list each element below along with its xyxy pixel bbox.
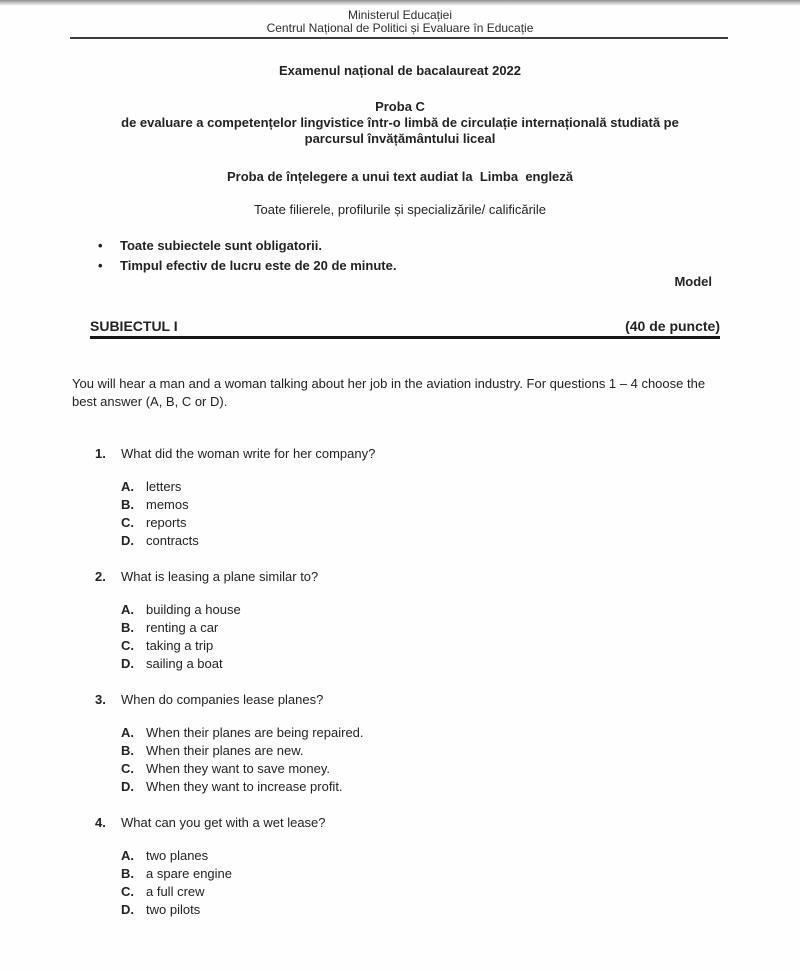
option-text: sailing a boat xyxy=(146,656,223,671)
instructions-list xyxy=(98,236,800,276)
option-letter: C. xyxy=(121,884,134,899)
bullet-icon: • xyxy=(98,258,103,273)
option-list xyxy=(121,724,800,796)
option-item xyxy=(121,742,800,760)
section-header xyxy=(90,318,720,339)
option-letter: B. xyxy=(121,743,134,758)
option-letter: C. xyxy=(121,638,134,653)
question-line xyxy=(95,691,800,709)
option-text: two pilots xyxy=(146,902,201,917)
question-text: What did the woman write for her company? xyxy=(121,446,376,461)
filiere-line: Toate filierele, profilurile și specializările/ calificările xyxy=(254,202,546,217)
question-text: When do companies lease planes? xyxy=(121,692,324,707)
question-number: 4. xyxy=(95,815,106,830)
section-title: SUBIECTUL I xyxy=(90,318,178,334)
option-letter: D. xyxy=(121,656,134,671)
bullet-icon: • xyxy=(98,238,103,253)
instruction-text: Toate subiectele sunt obligatorii. xyxy=(120,238,323,253)
question-line xyxy=(95,445,800,463)
scan-edge-shadow xyxy=(0,0,800,6)
option-letter: A. xyxy=(121,848,134,863)
option-text: memos xyxy=(146,497,189,512)
option-item xyxy=(121,847,800,865)
question-number: 3. xyxy=(95,692,106,707)
proba-block xyxy=(0,99,800,147)
question-text: What is leasing a plane similar to? xyxy=(121,569,319,584)
option-list xyxy=(121,601,800,673)
option-text: When their planes are being repaired. xyxy=(146,725,364,740)
option-letter: C. xyxy=(121,515,134,530)
option-item xyxy=(121,724,800,742)
option-letter: B. xyxy=(121,866,134,881)
option-text: a spare engine xyxy=(146,866,233,881)
proba-description-line2: parcursul învățământului liceal xyxy=(304,131,496,146)
question-item xyxy=(0,814,800,919)
question-item xyxy=(0,445,800,550)
test-language-line: Proba de înțelegere a unui text audiat la Limba engleză xyxy=(226,169,574,184)
document-header xyxy=(0,9,800,35)
option-text: When their planes are new. xyxy=(146,743,304,758)
option-item xyxy=(121,496,800,514)
question-number: 1. xyxy=(95,446,106,461)
option-item xyxy=(121,532,800,550)
option-letter: A. xyxy=(121,725,134,740)
option-item xyxy=(121,865,800,883)
option-text: renting a car xyxy=(146,620,219,635)
model-label: Model xyxy=(674,274,712,289)
option-item xyxy=(121,601,800,619)
option-letter: D. xyxy=(121,779,134,794)
option-item xyxy=(121,760,800,778)
ministry-name: Ministerul Educației xyxy=(347,8,453,22)
proba-label: Proba C xyxy=(375,99,425,114)
option-letter: B. xyxy=(121,620,134,635)
option-letter: D. xyxy=(121,533,134,548)
option-letter: B. xyxy=(121,497,134,512)
option-letter: A. xyxy=(121,479,134,494)
option-item xyxy=(121,901,800,919)
question-number: 2. xyxy=(95,569,106,584)
option-item xyxy=(121,478,800,496)
option-letter: C. xyxy=(121,761,134,776)
proba-description-line1: de evaluare a competențelor lingvistice într-o limbă de circulație internațională studiată pe xyxy=(121,115,679,130)
question-line xyxy=(95,814,800,832)
option-text: a full crew xyxy=(146,884,205,899)
instruction-bullet xyxy=(98,236,800,256)
option-text: letters xyxy=(146,479,182,494)
option-text: When they want to save money. xyxy=(146,761,331,776)
instruction-bullet xyxy=(98,256,800,276)
section-points: (40 de puncte) xyxy=(625,318,720,334)
option-list xyxy=(121,847,800,919)
option-text: When they want to increase profit. xyxy=(146,779,343,794)
option-text: taking a trip xyxy=(146,638,214,653)
option-item xyxy=(121,655,800,673)
option-item xyxy=(121,514,800,532)
option-item xyxy=(121,637,800,655)
option-text: two planes xyxy=(146,848,209,863)
option-list xyxy=(121,478,800,550)
option-text: building a house xyxy=(146,602,241,617)
intro-paragraph: You will hear a man and a woman talking about her job in the aviation industry. For questions 1 – 4 choose the best answer (A, B, C or D). xyxy=(72,376,709,409)
option-text: contracts xyxy=(146,533,199,548)
question-item xyxy=(0,691,800,796)
question-item xyxy=(0,568,800,673)
center-name: Centrul Național de Politici și Evaluare în Educație xyxy=(266,21,534,35)
option-item xyxy=(121,883,800,901)
option-text: reports xyxy=(146,515,187,530)
question-text: What can you get with a wet lease? xyxy=(121,815,326,830)
question-list xyxy=(0,445,800,919)
exam-title: Examenul național de bacalaureat 2022 xyxy=(278,63,522,78)
option-letter: D. xyxy=(121,902,134,917)
option-item xyxy=(121,619,800,637)
option-letter: A. xyxy=(121,602,134,617)
instruction-text: Timpul efectiv de lucru este de 20 de minute. xyxy=(120,258,397,273)
header-rule xyxy=(70,37,728,39)
question-line xyxy=(95,568,800,586)
option-item xyxy=(121,778,800,796)
